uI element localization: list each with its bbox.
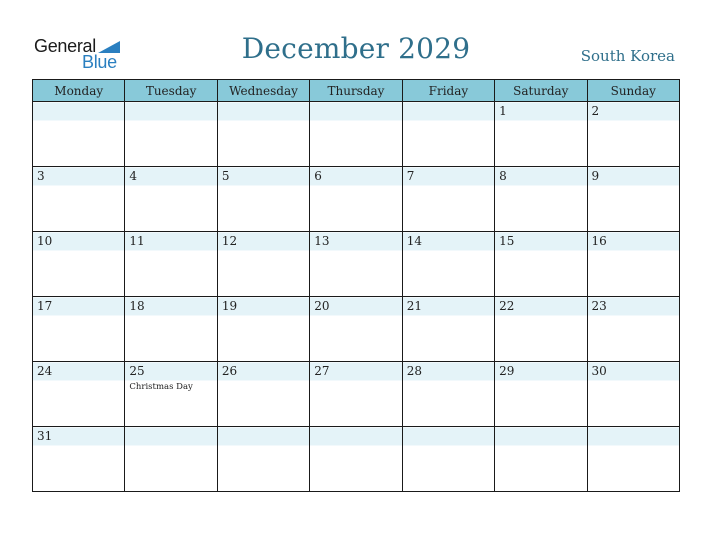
weekday-sunday: Sunday <box>587 80 679 102</box>
day-number: 25 <box>129 364 145 378</box>
day-cell[interactable] <box>310 167 402 232</box>
day-cell[interactable] <box>217 297 309 362</box>
day-cell[interactable] <box>402 102 494 167</box>
weekday-wednesday: Wednesday <box>217 80 309 102</box>
day-number: 4 <box>129 169 138 183</box>
day-cell[interactable] <box>33 362 125 427</box>
day-number: 21 <box>406 299 422 313</box>
day-cell[interactable] <box>495 167 587 232</box>
day-cell[interactable] <box>402 297 494 362</box>
weekday-thursday: Thursday <box>310 80 402 102</box>
day-number: 8 <box>499 169 507 183</box>
day-cell[interactable] <box>125 297 217 362</box>
day-number: 5 <box>221 169 230 183</box>
day-number: 6 <box>314 169 322 183</box>
day-number: 20 <box>314 299 330 313</box>
day-cell[interactable] <box>587 167 679 232</box>
day-cell[interactable] <box>33 297 125 362</box>
day-number: 12 <box>221 234 238 248</box>
day-cell[interactable] <box>495 102 587 167</box>
day-number: 1 <box>499 104 507 118</box>
day-cell[interactable] <box>587 232 679 297</box>
day-cell[interactable] <box>587 362 679 427</box>
day-cell[interactable] <box>125 232 217 297</box>
day-cell[interactable] <box>495 232 587 297</box>
day-cell[interactable] <box>310 297 402 362</box>
holiday-label: Christmas Day <box>129 382 193 392</box>
day-number: 13 <box>314 234 330 248</box>
week-row-2 <box>33 167 680 232</box>
day-number: 30 <box>591 364 607 378</box>
day-cell[interactable] <box>125 167 217 232</box>
day-number: 22 <box>499 299 515 313</box>
day-number: 24 <box>37 364 53 378</box>
day-cell[interactable] <box>495 427 587 492</box>
weekday-header-row <box>33 80 680 102</box>
weekday-saturday: Saturday <box>495 80 587 102</box>
day-number: 7 <box>406 169 415 183</box>
day-number: 23 <box>591 299 607 313</box>
day-number: 17 <box>37 299 53 313</box>
day-number: 28 <box>406 364 422 378</box>
day-cell[interactable] <box>310 362 402 427</box>
weekday-friday: Friday <box>402 80 494 102</box>
week-row-3 <box>33 232 680 297</box>
day-number: 26 <box>221 364 238 378</box>
day-number: 10 <box>37 234 53 248</box>
day-cell[interactable] <box>217 427 309 492</box>
logo-text-blue: Blue <box>82 52 117 72</box>
week-row-6 <box>33 427 680 492</box>
day-number: 29 <box>499 364 515 378</box>
day-cell[interactable] <box>402 167 494 232</box>
weekday-tuesday: Tuesday <box>125 80 217 102</box>
weekday-monday: Monday <box>33 80 125 102</box>
day-cell[interactable] <box>33 232 125 297</box>
day-cell[interactable] <box>310 102 402 167</box>
day-cell[interactable] <box>33 427 125 492</box>
day-cell[interactable] <box>495 362 587 427</box>
day-cell[interactable] <box>587 297 679 362</box>
day-cell[interactable] <box>125 102 217 167</box>
day-number: 18 <box>129 299 145 313</box>
day-number: 3 <box>37 169 45 183</box>
day-number: 19 <box>221 299 238 313</box>
day-number: 15 <box>499 234 515 248</box>
country-label: South Korea <box>580 47 675 65</box>
week-row-4 <box>33 297 680 362</box>
day-cell[interactable] <box>495 297 587 362</box>
day-number: 16 <box>591 234 607 248</box>
day-cell[interactable] <box>33 167 125 232</box>
day-number: 31 <box>37 429 53 443</box>
page-title: December 2029 <box>241 32 471 65</box>
day-cell[interactable] <box>217 167 309 232</box>
day-cell[interactable] <box>125 362 217 427</box>
day-cell[interactable] <box>33 102 125 167</box>
day-number: 11 <box>129 234 145 248</box>
day-cell[interactable] <box>310 232 402 297</box>
day-cell[interactable] <box>587 427 679 492</box>
day-number: 14 <box>406 234 422 248</box>
week-row-5 <box>33 362 680 427</box>
day-cell[interactable] <box>402 427 494 492</box>
day-cell[interactable] <box>217 362 309 427</box>
week-row-1 <box>33 102 680 167</box>
calendar-grid <box>32 79 680 492</box>
day-cell[interactable] <box>310 427 402 492</box>
day-cell[interactable] <box>217 102 309 167</box>
logo-text-general: General <box>34 36 96 56</box>
day-number: 2 <box>591 104 600 118</box>
day-number: 27 <box>314 364 330 378</box>
day-cell[interactable] <box>587 102 679 167</box>
day-cell[interactable] <box>125 427 217 492</box>
day-number: 9 <box>591 169 600 183</box>
day-cell[interactable] <box>402 232 494 297</box>
day-cell[interactable] <box>217 232 309 297</box>
day-cell[interactable] <box>402 362 494 427</box>
